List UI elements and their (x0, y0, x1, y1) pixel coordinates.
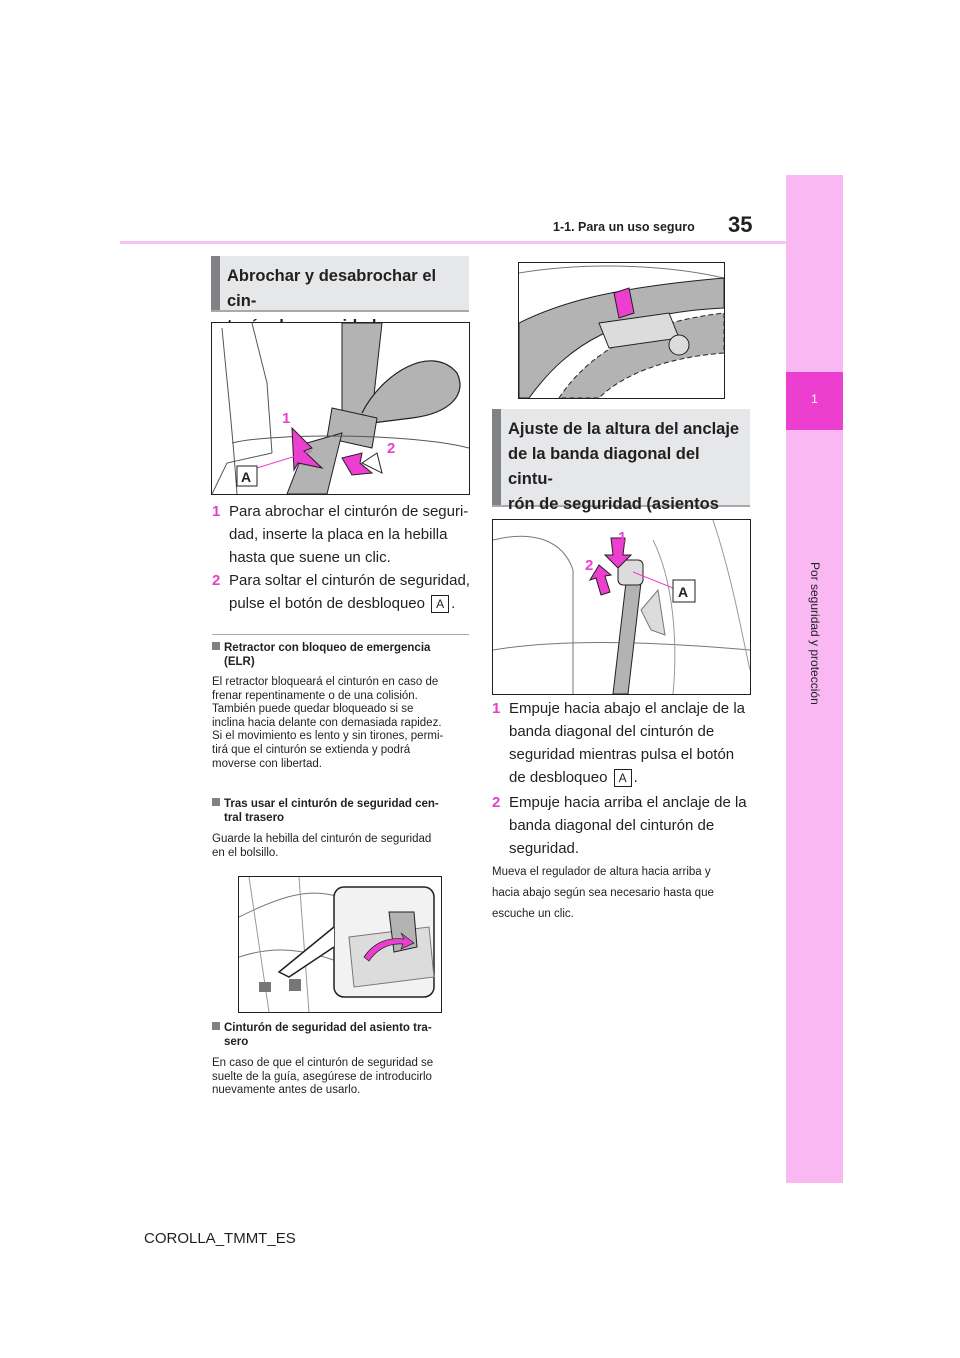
step-line: seguridad mientras pulsa el botón (509, 746, 735, 763)
right-step-2 (492, 791, 762, 860)
section-heading-height-adjust (492, 409, 750, 513)
subheading-rear-center: Tras usar el cinturón de seguridad cen- tral trasero (212, 797, 474, 825)
callout-A: A (678, 584, 689, 600)
step-number: 2 (492, 794, 501, 811)
heading-text: Ajuste de la altura del anclaje de la banda diagonal del cintu- rón de seguridad (asientos (508, 420, 740, 513)
paragraph-rear-center: Guarde la hebilla del cinturón de seguridad en el bolsillo. (212, 833, 432, 859)
bullet-square-icon (212, 1022, 220, 1030)
callout-1: 1 (282, 410, 291, 427)
rear-pocket-illustration (239, 877, 441, 1012)
chapter-number: 1 (811, 392, 818, 406)
paragraph-elr: El retractor bloqueará el cinturón en caso de frenar repentinamente o de una colisión. También puede quedar bloqueado si se inclina hacia delante con demasiada rapidez. Si el movimiento es lento y sin tirones, permi- tirá que el cinturón se extienda y podrá moverse con libertad. (212, 676, 444, 770)
heading-bar (492, 409, 501, 505)
callout-A: A (241, 469, 252, 485)
step-line-with-key: de desbloqueo A . (509, 769, 638, 786)
step-number: 1 (492, 700, 501, 717)
step-line: banda diagonal del cinturón de (509, 723, 715, 740)
step-line: Empuje hacia abajo el anclaje de la (509, 700, 745, 717)
callout-2: 2 (387, 440, 396, 457)
model-code: COROLLA_TMMT_ES (144, 1230, 296, 1247)
figure-height-adjuster (492, 519, 751, 695)
figure-belt-guide (518, 262, 725, 399)
chapter-tab[interactable] (786, 372, 843, 430)
buckle-illustration (212, 323, 469, 494)
step-line: Para abrochar el cinturón de seguri- (229, 503, 469, 520)
step-line: Empuje hacia arriba el anclaje de la (509, 794, 747, 811)
step-line: hasta que suene un clic. (229, 549, 391, 566)
header-rule (120, 241, 786, 244)
belt-guide-illustration (519, 263, 724, 398)
bullet-square-icon (212, 798, 220, 806)
divider (212, 634, 469, 635)
heading-bar (211, 256, 220, 310)
paragraph-rear-seat: En caso de que el cinturón de seguridad se suelte de la guía, asegúrese de introducirlo nuevamente antes de usarlo. (212, 1057, 434, 1097)
left-step-1 (212, 500, 472, 569)
step-line: Para soltar el cinturón de seguridad, (229, 572, 470, 589)
paragraph-height-note: Mueva el regulador de altura hacia arriba y hacia abajo según sea necesario hasta que escuche un clic. (492, 866, 714, 920)
callout-1: 1 (618, 529, 627, 546)
page-number: 35 (728, 212, 753, 237)
right-step-1 (492, 697, 762, 789)
key-A-icon: A (614, 769, 632, 787)
subheading-rear-seat: Cinturón de seguridad del asiento tra- sero (212, 1021, 474, 1049)
step-line-with-key: pulse el botón de desbloqueo A . (229, 595, 456, 612)
step-number: 1 (212, 503, 221, 520)
section-title: 1-1. Para un uso seguro (553, 220, 695, 234)
figure-buckle (211, 322, 470, 495)
key-A-icon: A (431, 595, 449, 613)
bullet-square-icon (212, 642, 220, 650)
figure-rear-pocket (238, 876, 442, 1013)
subheading-elr: Retractor con bloqueo de emergencia (ELR) (212, 641, 474, 669)
step-line: seguridad. (509, 840, 580, 857)
step-line: banda diagonal del cinturón de (509, 817, 715, 834)
left-step-2 (212, 569, 472, 615)
heading-text: Abrochar y desabrochar el cin- (227, 267, 437, 310)
section-heading-fasten (211, 256, 469, 312)
step-line: dad, inserte la placa en la hebilla (229, 526, 448, 543)
height-adjuster-illustration (493, 520, 750, 694)
callout-2: 2 (585, 557, 594, 574)
chapter-title: Por seguridad y protección (808, 562, 822, 705)
step-number: 2 (212, 572, 221, 589)
